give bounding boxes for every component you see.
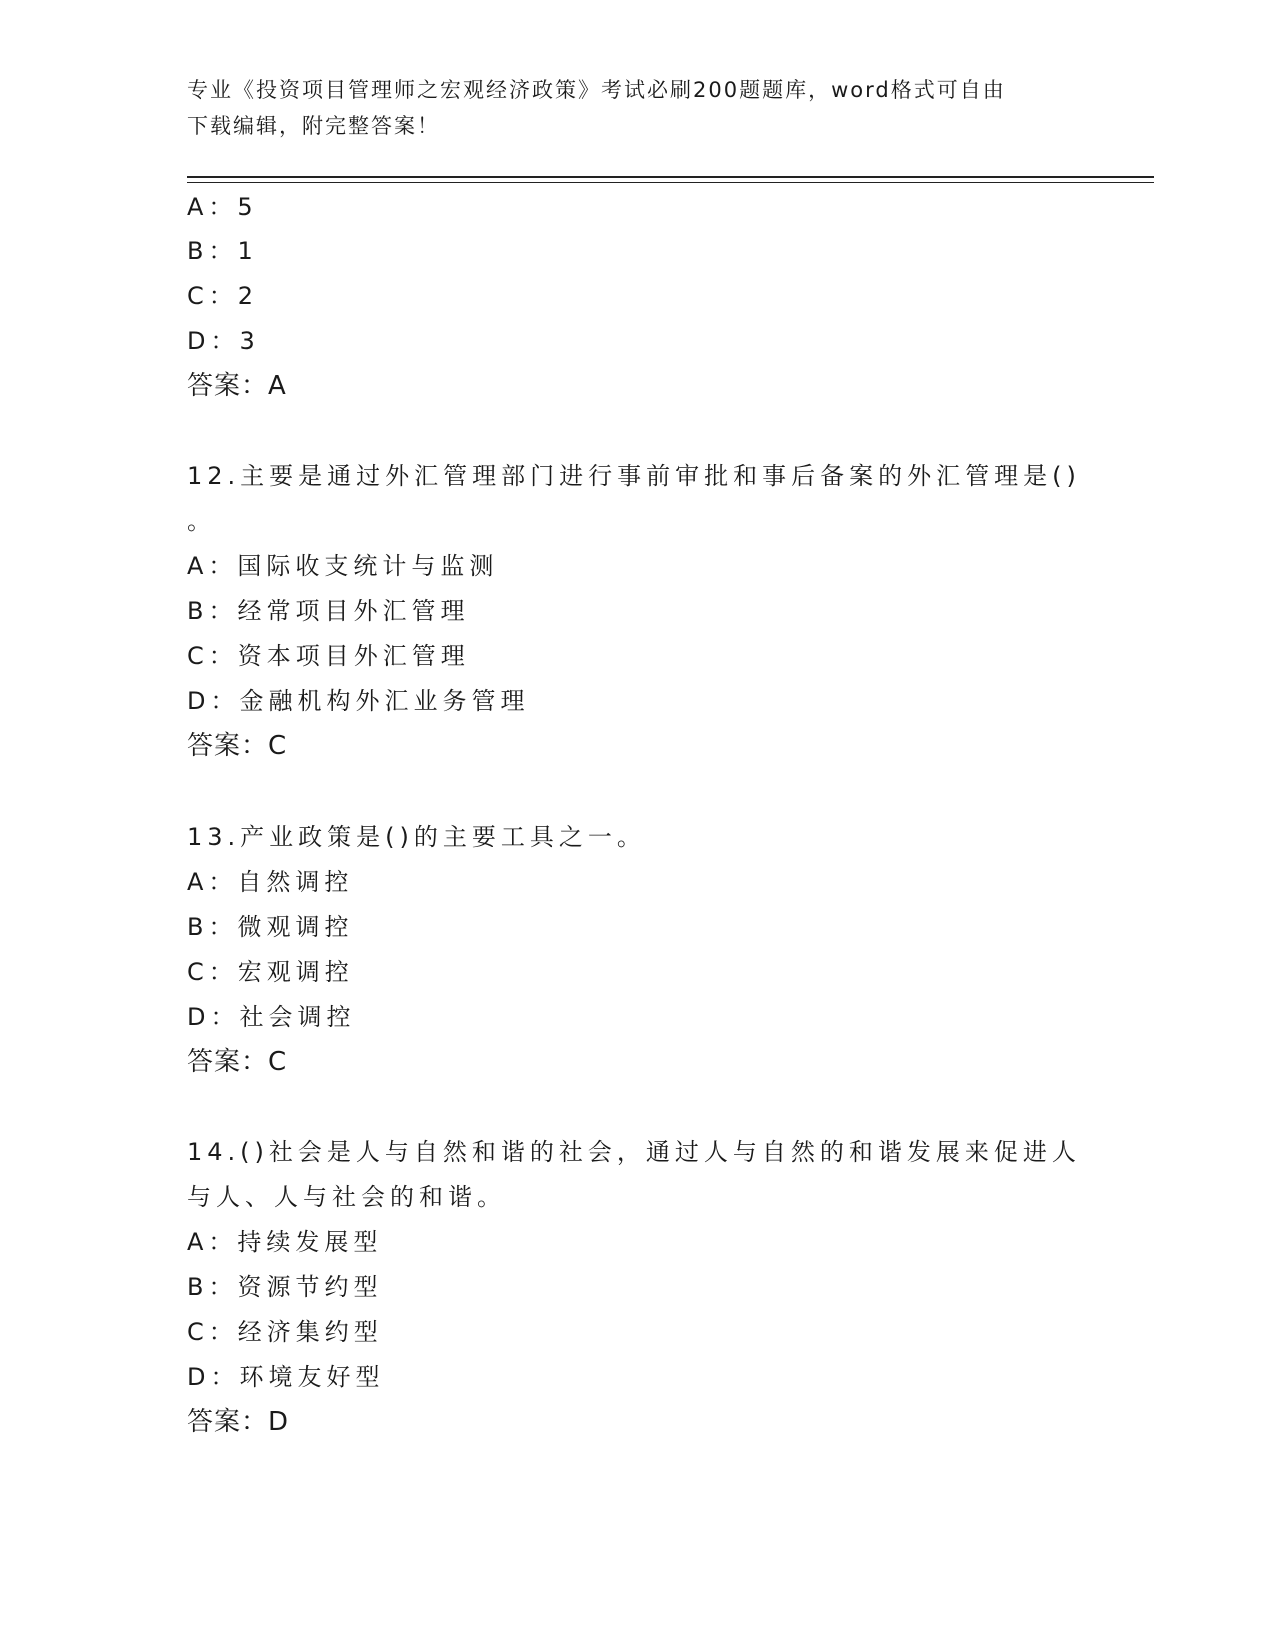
q13-stem-line-1: 13.产业政策是()的主要工具之一。 — [187, 823, 646, 851]
q14-option-a: A：持续发展型 — [187, 1228, 383, 1256]
q13-option-d: D：社会调控 — [187, 1003, 356, 1031]
q13-option-a: A：自然调控 — [187, 868, 354, 896]
q12-answer: 答案：C — [187, 731, 288, 761]
document-header — [187, 72, 1067, 144]
q11-answer: 答案：A — [187, 371, 287, 401]
q12-stem-line-2: 。 — [187, 507, 216, 535]
q14-answer: 答案：D — [187, 1407, 290, 1437]
q14-option-b: B：资源节约型 — [187, 1273, 383, 1301]
header-line-2: 下载编辑，附完整答案！ — [187, 114, 440, 138]
q12-option-a: A：国际收支统计与监测 — [187, 552, 499, 580]
q13-answer: 答案：C — [187, 1047, 288, 1077]
header-divider-thick — [187, 176, 1154, 178]
q11-option-a: A：5 — [187, 193, 258, 221]
q11-option-c: C：2 — [187, 282, 259, 310]
header-divider-thin — [187, 182, 1154, 183]
q12-option-d: D：金融机构外汇业务管理 — [187, 687, 530, 715]
q13-option-c: C：宏观调控 — [187, 958, 354, 986]
q11-option-d: D：3 — [187, 327, 260, 355]
q11-option-b: B：1 — [187, 237, 258, 265]
q14-option-d: D：环境友好型 — [187, 1363, 385, 1391]
q12-option-c: C：资本项目外汇管理 — [187, 642, 470, 670]
q14-stem-line-1: 14.()社会是人与自然和谐的社会，通过人与自然的和谐发展来促进人 — [187, 1138, 1081, 1166]
q14-option-c: C：经济集约型 — [187, 1318, 383, 1346]
q12-option-b: B：经常项目外汇管理 — [187, 597, 470, 625]
q14-stem-line-2: 与人、人与社会的和谐。 — [187, 1183, 506, 1211]
header-line-1: 专业《投资项目管理师之宏观经济政策》考试必刷200题题库，word格式可自由 — [187, 78, 1006, 102]
q12-stem-line-1: 12.主要是通过外汇管理部门进行事前审批和事后备案的外汇管理是() — [187, 462, 1081, 490]
q13-option-b: B：微观调控 — [187, 913, 354, 941]
